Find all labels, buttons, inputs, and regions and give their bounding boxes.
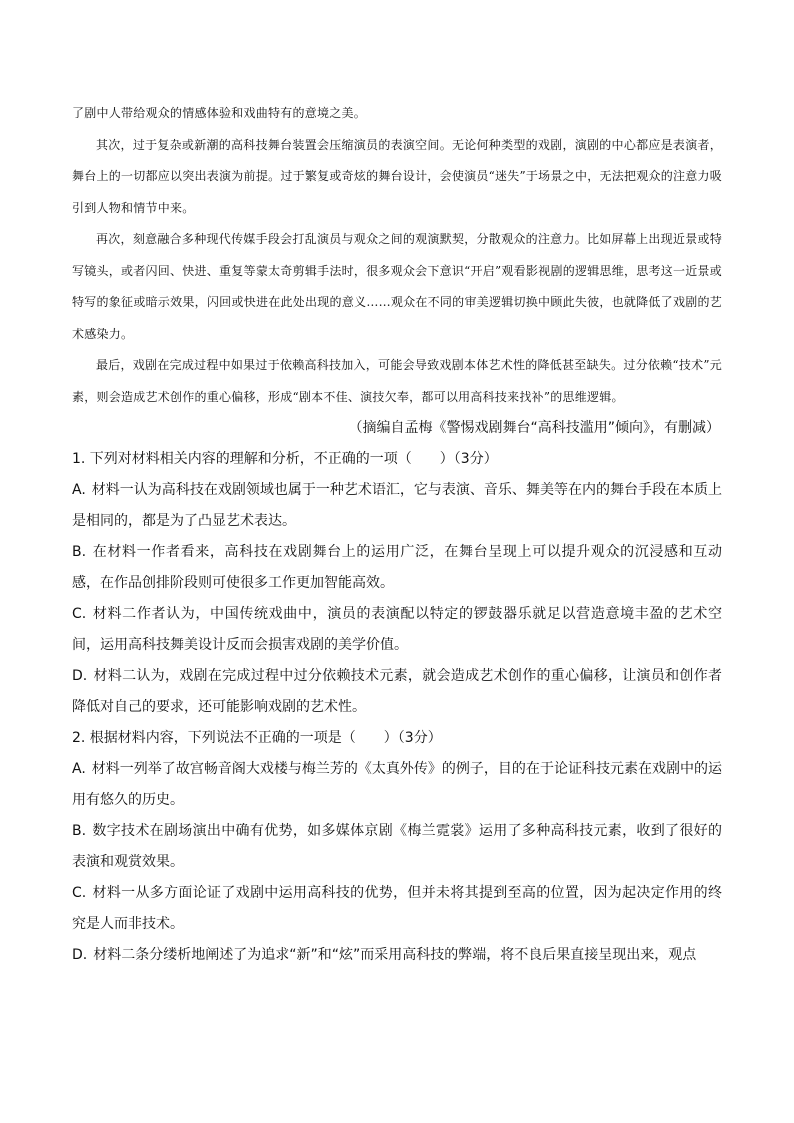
option-d xyxy=(72,661,722,723)
question-list xyxy=(72,444,722,971)
option-c xyxy=(72,599,722,661)
option-b xyxy=(72,816,722,878)
option-letter: C. xyxy=(72,885,87,901)
option-text: 材料一从多方面论证了戏剧中运用高科技的优势，但并未将其提到至高的位置，因为起决定作用的终究是人而非技术。 xyxy=(72,885,722,932)
option-d xyxy=(72,940,722,971)
question-stem: 1. 下列对材料相关内容的理解和分析，不正确的一项（ ）（3分） xyxy=(72,451,498,467)
question-stem: 2. 根据材料内容，下列说法不正确的一项是（ ）（3分） xyxy=(72,730,442,746)
option-letter: D. xyxy=(72,947,88,963)
option-letter: A. xyxy=(72,482,86,498)
passage-source: （摘编自孟梅《警惕戏剧舞台“高科技滥用”倾向》，有删减） xyxy=(348,420,720,436)
reading-passage xyxy=(72,98,722,413)
question-2 xyxy=(72,723,722,971)
option-text: 材料一认为高科技在戏剧领域也属于一种艺术语汇，它与表演、音乐、舞美等在内的舞台手段在本质上是相同的，都是为了凸显艺术表达。 xyxy=(72,482,722,529)
option-letter: C. xyxy=(72,606,87,622)
option-text: 材料二条分缕析地阐述了为追求“新”和“炫”而采用高科技的弊端，将不良后果直接呈现出来，观点 xyxy=(93,947,697,963)
option-text: 材料二认为，戏剧在完成过程中过分依赖技术元素，就会造成艺术创作的重心偏移，让演员和创作者降低对自己的要求，还可能影响戏剧的艺术性。 xyxy=(72,668,722,715)
option-text: 数字技术在剧场演出中确有优势，如多媒体京剧《梅兰霓裳》运用了多种高科技元素，收到了很好的表演和观赏效果。 xyxy=(72,823,722,870)
option-c xyxy=(72,878,722,940)
option-letter: D. xyxy=(72,668,88,684)
page-content xyxy=(72,98,722,971)
option-text: 在材料一作者看来，高科技在戏剧舞台上的运用广泛，在舞台呈现上可以提升观众的沉浸感和互动感，在作品创排阶段则可使很多工作更加智能高效。 xyxy=(72,544,722,591)
option-a xyxy=(72,754,722,816)
option-text: 材料一列举了故宫畅音阁大戏楼与梅兰芳的《太真外传》的例子，目的在于论证科技元素在戏剧中的运用有悠久的历史。 xyxy=(72,761,722,808)
option-letter: B. xyxy=(72,823,87,839)
option-letter: A. xyxy=(72,761,86,777)
passage-paragraph: 其次，过于复杂或新潮的高科技舞台装置会压缩演员的表演空间。无论何种类型的戏剧，演剧的中心都应是表演者，舞台上的一切都应以突出表演为前提。过于繁复或奇炫的舞台设计，会使演员“迷失”于场景之中，无法把观众的注意力吸引到人物和情节中来。 xyxy=(72,137,722,215)
option-text: 材料二作者认为，中国传统戏曲中，演员的表演配以特定的锣鼓器乐就足以营造意境丰盈的艺术空间，运用高科技舞美设计反而会损害戏剧的美学价值。 xyxy=(72,606,722,653)
option-b xyxy=(72,537,722,599)
question-1 xyxy=(72,444,722,723)
passage-paragraph: 了剧中人带给观众的情感体验和戏曲特有的意境之美。 xyxy=(72,106,367,120)
passage-paragraph: 再次，刻意融合多种现代传媒手段会打乱演员与观众之间的观演默契，分散观众的注意力。比如屏幕上出现近景或特写镜头，或者闪回、快进、重复等蒙太奇剪辑手法时，很多观众会下意识“开启”观看影视剧的逻辑思维，思考这一近景或特写的象征或暗示效果，闪回或快进在此处出现的意义……观众在不同的审美逻辑切换中顾此失彼，也就降低了戏剧的艺术感染力。 xyxy=(72,232,722,341)
option-letter: B. xyxy=(72,544,87,560)
option-a xyxy=(72,475,722,537)
passage-paragraph: 最后，戏剧在完成过程中如果过于依赖高科技加入，可能会导致戏剧本体艺术性的降低甚至缺失。过分依赖“技术”元素，则会造成艺术创作的重心偏移，形成“剧本不佳、演技欠奉，都可以用高科技来找补”的思维逻辑。 xyxy=(72,358,722,404)
